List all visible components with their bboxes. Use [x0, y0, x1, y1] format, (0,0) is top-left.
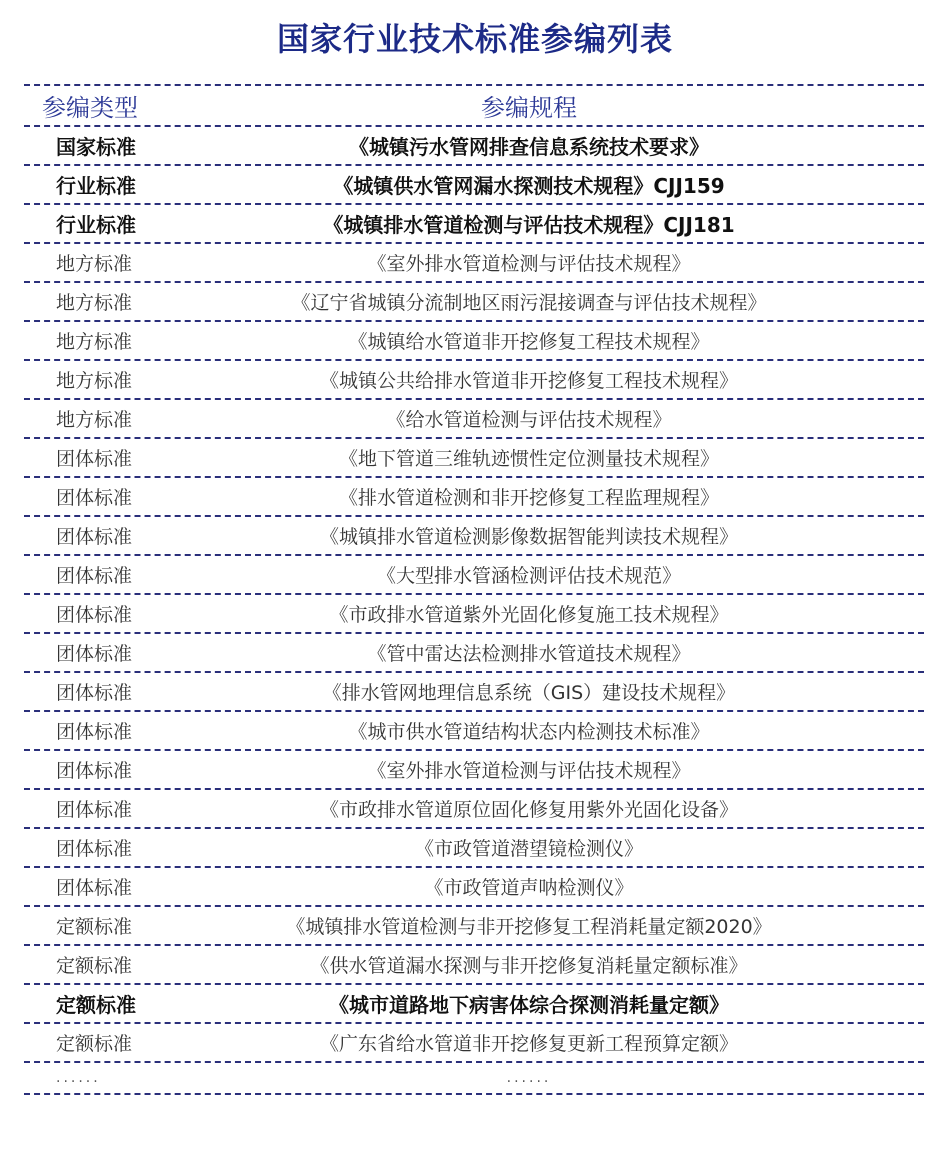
row-standard-name: 《城镇供水管网漏水探测技术规程》CJJ159 [333, 174, 725, 198]
table-row [24, 712, 924, 751]
table-row [24, 595, 924, 634]
table-row [24, 907, 924, 946]
row-type: 团体标准 [56, 838, 133, 860]
table-row [24, 244, 924, 283]
row-type: 团体标准 [56, 760, 133, 782]
row-standard-name: 《市政排水管道原位固化修复用紫外光固化设备》 [319, 799, 738, 821]
table-row [24, 400, 924, 439]
row-standard-name: 《城镇排水管道检测影像数据智能判读技术规程》 [319, 526, 738, 548]
table-row [24, 283, 924, 322]
ellipsis-type: ...... [56, 1070, 101, 1086]
row-standard-name: 《供水管道漏水探测与非开挖修复消耗量定额标准》 [310, 955, 748, 977]
row-standard-name: 《大型排水管涵检测评估技术规范》 [376, 565, 681, 587]
table-row [24, 205, 924, 244]
row-type: 定额标准 [56, 916, 133, 938]
row-type: 团体标准 [56, 526, 133, 548]
table-body [24, 127, 924, 1063]
header-name: 参编规程 [481, 94, 577, 122]
row-type: 地方标准 [56, 292, 133, 314]
table-row [24, 790, 924, 829]
table-row [24, 166, 924, 205]
table-row [24, 478, 924, 517]
row-type: 团体标准 [56, 799, 133, 821]
ellipsis-name: ...... [506, 1070, 552, 1086]
row-standard-name: 《排水管道检测和非开挖修复工程监理规程》 [338, 487, 719, 509]
row-standard-name: 《排水管网地理信息系统（GIS）建设技术规程》 [322, 682, 736, 704]
table-row [24, 634, 924, 673]
table-row [24, 868, 924, 907]
row-standard-name: 《城市道路地下病害体综合探测消耗量定额》 [329, 993, 729, 1017]
table-row [24, 361, 924, 400]
row-type: 团体标准 [56, 643, 133, 665]
row-standard-name: 《城镇排水管道检测与非开挖修复工程消耗量定额2020》 [286, 916, 772, 938]
row-standard-name: 《城镇给水管道非开挖修复工程技术规程》 [348, 331, 710, 353]
row-type: 国家标准 [56, 135, 136, 159]
row-standard-name: 《市政管道声呐检测仪》 [424, 877, 634, 899]
table-row [24, 673, 924, 712]
row-standard-name: 《城镇公共给排水管道非开挖修复工程技术规程》 [319, 370, 738, 392]
row-type: 地方标准 [56, 370, 133, 392]
table-row [24, 985, 924, 1024]
table-row [24, 556, 924, 595]
row-standard-name: 《市政排水管道紫外光固化修复施工技术规程》 [329, 604, 729, 626]
standards-table [24, 84, 924, 1095]
row-type: 定额标准 [56, 993, 136, 1017]
row-type: 地方标准 [56, 409, 133, 431]
row-standard-name: 《室外排水管道检测与评估技术规程》 [367, 253, 691, 275]
row-type: 团体标准 [56, 682, 133, 704]
table-row [24, 946, 924, 985]
table-row [24, 439, 924, 478]
row-type: 定额标准 [56, 955, 133, 977]
row-standard-name: 《管中雷达法检测排水管道技术规程》 [367, 643, 691, 665]
row-type: 行业标准 [56, 213, 136, 237]
row-standard-name: 《地下管道三维轨迹惯性定位测量技术规程》 [338, 448, 719, 470]
row-standard-name: 《城市供水管道结构状态内检测技术标准》 [348, 721, 710, 743]
row-type: 团体标准 [56, 448, 133, 470]
row-standard-name: 《广东省给水管道非开挖修复更新工程预算定额》 [319, 1033, 738, 1055]
row-type: 团体标准 [56, 721, 133, 743]
table-row [24, 1024, 924, 1063]
table-row [24, 829, 924, 868]
row-standard-name: 《辽宁省城镇分流制地区雨污混接调查与评估技术规程》 [291, 292, 767, 314]
row-standard-name: 《城镇污水管网排查信息系统技术要求》 [349, 135, 709, 159]
table-row [24, 751, 924, 790]
table-row [24, 517, 924, 556]
table-row [24, 127, 924, 166]
row-standard-name: 《城镇排水管道检测与评估技术规程》CJJ181 [323, 213, 735, 237]
row-type: 团体标准 [56, 604, 133, 626]
row-type: 定额标准 [56, 1033, 133, 1055]
row-type: 团体标准 [56, 565, 133, 587]
row-standard-name: 《室外排水管道检测与评估技术规程》 [367, 760, 691, 782]
row-type: 团体标准 [56, 487, 133, 509]
row-type: 地方标准 [56, 253, 133, 275]
row-standard-name: 《给水管道检测与评估技术规程》 [386, 409, 672, 431]
table-row [24, 322, 924, 361]
row-type: 团体标准 [56, 877, 133, 899]
row-standard-name: 《市政管道潜望镜检测仪》 [414, 838, 643, 860]
row-type: 地方标准 [56, 331, 133, 353]
header-type: 参编类型 [42, 94, 138, 122]
table-ellipsis-row [24, 1063, 924, 1095]
row-type: 行业标准 [56, 174, 136, 198]
page-title: 国家行业技术标准参编列表 [276, 20, 673, 58]
table-header [24, 86, 924, 127]
